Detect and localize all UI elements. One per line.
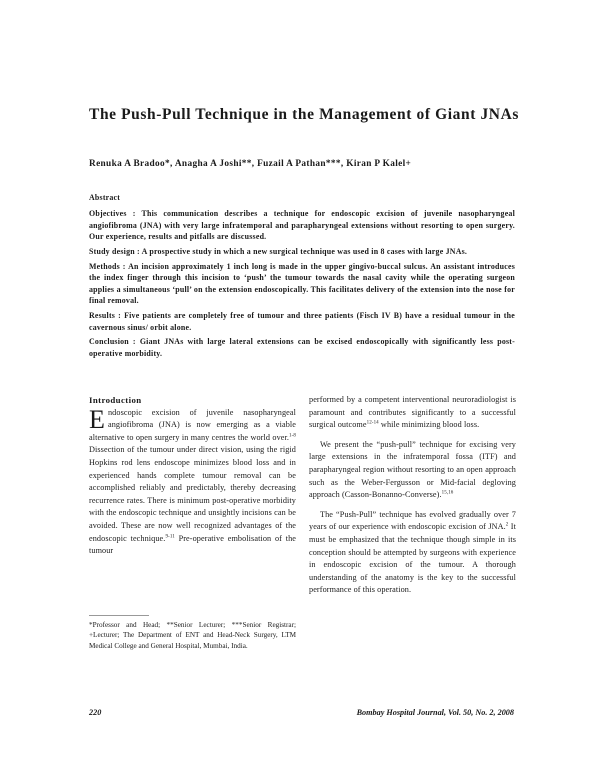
intro-paragraph-2: [309, 439, 516, 502]
intro-paragraph-3: [309, 509, 516, 597]
citation-ref: 15,16: [441, 490, 454, 496]
intro-text: We present the “push-pull” technique for excising very large extensions in the infratemporal fossa (ITF) and parapharyngeal region without resorting to an open approach such as the Weber-Fergusson or Mid-facial degloving approach (Casson-Bonanno-Converse).: [309, 439, 516, 500]
intro-text: Dissection of the tumour under direct vision, using the rigid Hopkins rod lens endoscope minimizes blood loss and in experienced hands complete tumour removal can be accomplished reliably and predictably, thereby decreasing recurrence rates. There is minimum post-operative morbidity with the endoscopic technique and unsightly incisions can be avoided. These are now well recognized advantages of the endoscopic technique.: [89, 445, 296, 543]
intro-text: ndoscopic excision of juvenile nasopharyngeal angiofibroma (JNA) is now emerging as a viable alternative to open surgery in many centres the world over.: [89, 407, 296, 442]
abstract-text: An incision approximately 1 inch long is made in the upper gingivo-buccal sulcus. An assistant introduces the index finger through this incision to ‘push’ the tumour towards the nasal cavity while the operating surgeon applies a simultaneous ‘pull’ on the extension endoscopically. This facilitates delivery of the extension into the nose for final removal.: [89, 262, 515, 306]
intro-text: performed by a competent interventional neuroradiologist is paramount and contributes significantly to a successful surgical outcome: [309, 395, 516, 430]
abstract-objectives: [89, 208, 515, 242]
footnote-divider: [89, 615, 149, 616]
abstract-label: Methods :: [89, 262, 126, 272]
abstract-text: A prospective study in which a new surgical technique was used in 8 cases with large JNAs.: [141, 247, 468, 257]
introduction-heading: Introduction: [89, 395, 142, 405]
abstract-results: [89, 310, 515, 333]
author-list: Renuka A Bradoo*, Anagha A Joshi**, Fuzail A Pathan***, Kiran P Kalel+: [89, 159, 412, 169]
journal-citation: Bombay Hospital Journal, Vol. 50, No. 2, 2008: [356, 708, 514, 717]
left-column: [89, 394, 296, 558]
abstract-section: [89, 192, 515, 363]
citation-ref: 2: [505, 522, 509, 528]
citation-ref: 12-14: [366, 420, 379, 426]
abstract-label: Study design :: [89, 247, 140, 257]
intro-paragraph-1-continued: [309, 394, 516, 432]
page-number: 220: [89, 708, 102, 717]
paper-title: The Push-Pull Technique in the Management of Giant JNAs: [89, 106, 520, 123]
abstract-label: Results :: [89, 311, 122, 321]
right-column: [309, 394, 516, 597]
citation-ref: 9-11: [165, 533, 175, 539]
abstract-label: Conclusion :: [89, 337, 136, 347]
abstract-methods: [89, 261, 515, 307]
intro-text: It must be emphasized that the technique though simple in its conception should be attempted by surgeons with experience in endoscopic excision of the tumour. A thorough understanding of the anatomy is the key to the successful performance of this operation.: [309, 522, 516, 595]
intro-text: Pre-operative embolisation of the tumour: [89, 533, 297, 556]
abstract-study-design: [89, 246, 515, 257]
citation-ref: 1-8: [289, 433, 296, 439]
author-affiliations-footnote: *Professor and Head; **Senior Lecturer; ***Senior Registrar; +Lecturer; The Department of ENT and Head-Neck Surgery, LTM Medical College and General Hospital, Mumbai, India.: [89, 621, 296, 650]
intro-text: The “Push-Pull” technique has evolved gradually over 7 years of our experience with endoscopic excision of JNA.: [309, 509, 516, 532]
abstract-label: Objectives :: [89, 209, 136, 219]
drop-cap: E: [89, 404, 105, 434]
abstract-conclusion: [89, 336, 515, 359]
abstract-heading: Abstract: [89, 193, 121, 202]
intro-paragraph-1: [89, 404, 297, 558]
abstract-text: Giant JNAs with large lateral extensions can be excised endoscopically with significantly less post-operative morbidity.: [89, 337, 515, 358]
intro-text: while minimizing blood loss.: [378, 420, 480, 430]
abstract-text: This communication describes a technique for endoscopic excision of juvenile nasopharyngeal angiofibroma (JNA) with very large infratemporal and parapharyngeal extensions without resorting to open surgery. Our experience, results and pitfalls are discussed.: [89, 209, 515, 242]
abstract-text: Five patients are completely free of tumour and three patients (Fisch IV B) have a residual tumour in the cavernous sinus/ orbit alone.: [89, 311, 515, 332]
